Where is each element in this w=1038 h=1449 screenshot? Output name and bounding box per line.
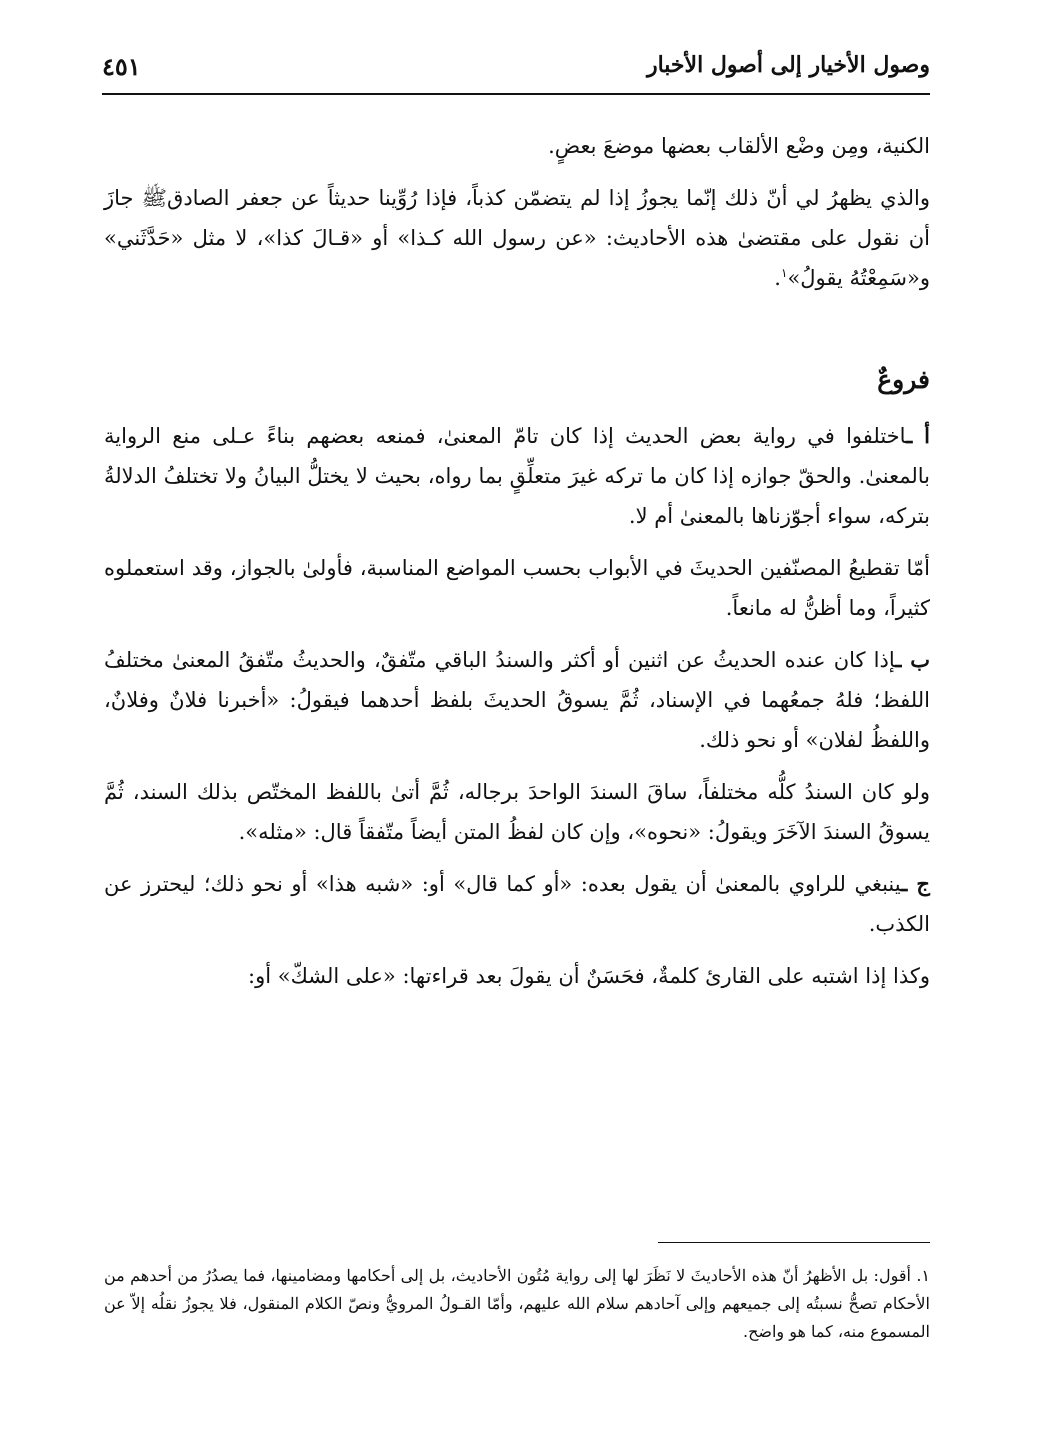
paragraph: ولو كان السندُ كلُّه مختلفاً، ساقَ السندَ الواحدَ برجاله، ثُمَّ أتىٰ باللفظ المختّص بذلك السند، ثُمَّ يسوقُ السندَ الآخَرَ ويقولُ: «نحوه»، وإن كان لفظُ المتن أيضاً متّفقاً قال: «مثله». <box>104 780 930 844</box>
footnote-text: أقول: بل الأظهرُ أنّ هذه الأحاديثَ لا نَظَرَ لها إلى رواية مُتُون الأحاديث، بل إلى أحكامها ومضامينها، فما يصدُرُ من أحدهم من الأحكام تصحُّ نسبتُه إلى جميعهم وإلى آحادهم سلام الله عليهم، وأمّا القـولُ المرويُّ ونصّ الكلام المنقول، فلا يجوزُ نقلُه إلاّ عن المسموع منه، كما هو واضح. <box>104 1266 930 1341</box>
paragraph: أمّا تقطيعُ المصنّفين الحديثَ في الأبواب بحسب المواضع المناسبة، فأولىٰ بالجواز، وقد استعملوه كثيراً، وما أظنُّ له مانعاً. <box>104 556 930 620</box>
page-number: ٤٥١ <box>102 52 141 81</box>
page-header <box>102 44 930 90</box>
item-text: ينبغي للراوي بالمعنىٰ أن يقول بعده: «أو كما قال» أو: «شبه هذا» أو نحو ذلك؛ ليحترز عن الكذب. <box>104 872 930 936</box>
item-label: أ ـ <box>906 423 930 448</box>
footnote <box>104 1262 930 1346</box>
footnote-number: ١. <box>916 1266 930 1285</box>
item-text: اختلفوا في رواية بعض الحديث إذا كان تامّ المعنىٰ، فمنعه بعضهم بناءً عـلى منع الرواية بالمعنىٰ. والحقّ جوازه إذا كان ما تركه غيرَ متعلِّقٍ بما رواه، بحيث لا يختلُّ البيانُ ولا تختلفُ الدلالةُ بتركه، سواء أجوّزناها بالمعنىٰ أم لا. <box>104 424 930 528</box>
paragraph: الكنية، ومِن وضْع الألقاب بعضها موضعَ بعضٍ. <box>548 134 930 158</box>
paragraph-item-b <box>104 640 930 760</box>
footnote-reference: ١ <box>780 266 788 280</box>
paragraph <box>104 178 930 298</box>
item-text: إذا كان عنده الحديثُ عن اثنين أو أكثر والسندُ الباقي متّفقٌ، والحديثُ متّفقُ المعنىٰ مختلفُ اللفظ؛ فلهُ جمعُهما في الإسناد، ثُمَّ يسوقُ الحديثَ بلفظ أحدهما فيقولُ: «أخبرنا فلانٌ وفلانٌ، واللفظُ لفلان» أو نحو ذلك. <box>104 648 930 752</box>
footnote-rule <box>658 1242 930 1243</box>
paragraph-end: . <box>774 266 781 290</box>
paragraph-item-a <box>104 416 930 536</box>
paragraph-text: والذي يظهرُ لي أنّ ذلك إنّما يجوزُ إذا لم يتضمّن كذباً، فإذا رُوِّينا حديثاً عن جعفر الصادقﷺ جازَ أن نقول على مقتضىٰ هذه الأحاديث: «عن رسول الله كـذا» أو «قـالَ كذا»، لا مثل «حَدَّثَني» و«سَمِعْتُهُ يقولُ» <box>104 186 930 290</box>
header-rule <box>102 93 930 95</box>
running-title: وصول الأخيار إلى أصول الأخبار <box>646 52 930 78</box>
paragraph: وكذا إذا اشتبه على القارئ كلمةٌ، فحَسَنٌ أن يقولَ بعد قراءتها: «على الشكّ» أو: <box>248 964 930 988</box>
section-title: فروعٌ <box>877 365 930 394</box>
paragraph-item-c <box>104 864 930 944</box>
item-label: ج ـ <box>901 871 930 896</box>
main-text <box>104 126 930 1008</box>
item-label: ب ـ <box>895 647 930 672</box>
